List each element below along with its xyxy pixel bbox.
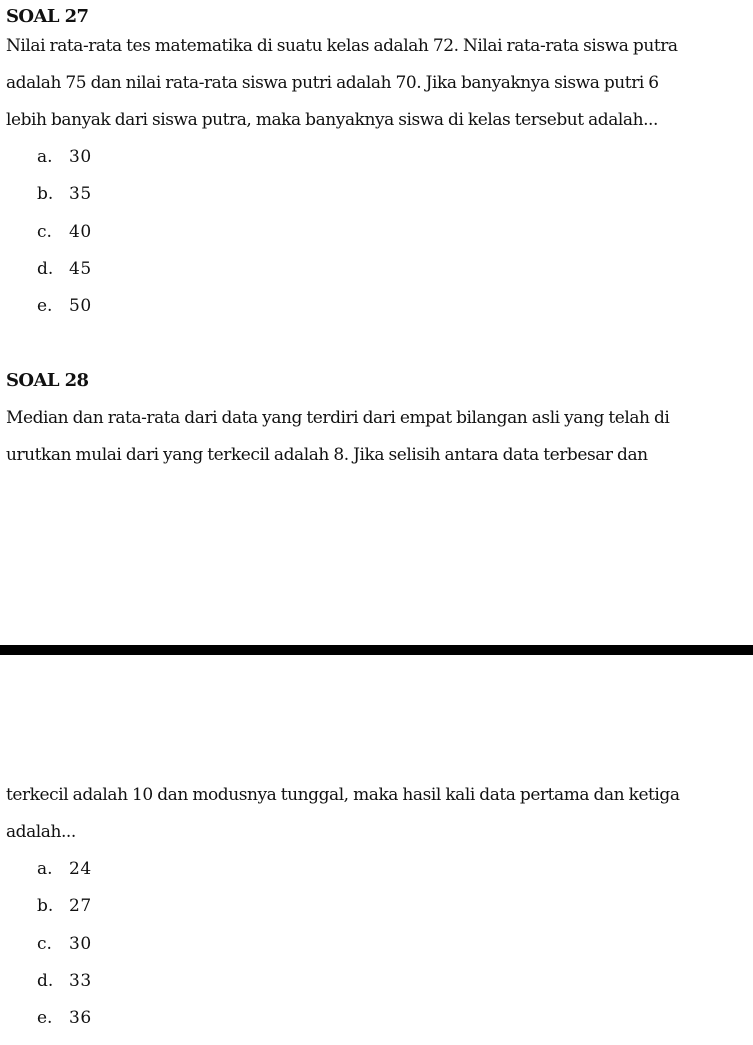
question-27-option-e [37,288,92,325]
question-28-text-line: adalah... [6,822,76,842]
question-28-text-part2 [6,777,751,851]
question-28-text-part1 [6,400,751,474]
option-letter: c. [37,221,52,242]
option-value: 45 [69,258,92,279]
question-27-text-line: Nilai rata-rata tes matematika di suatu kelas adalah 72. Nilai rata-rata siswa putra [6,36,678,56]
option-value: 27 [69,896,92,917]
question-28-title: SOAL 28 [6,370,89,391]
question-27-option-b [37,176,92,213]
question-27-text-line: lebih banyak dari siswa putra, maka banyaknya siswa di kelas tersebut adalah... [6,110,658,130]
page-break-divider [0,645,753,655]
question-27-option-c [37,214,92,251]
question-27-text-line: adalah 75 dan nilai rata-rata siswa putri adalah 70. Jika banyaknya siswa putri 6 [6,73,659,93]
option-value: 33 [69,970,92,991]
option-letter: a. [37,859,53,879]
question-28-option-e [37,1000,92,1037]
option-letter: b. [37,184,54,205]
question-28-text-line: urutkan mulai dari yang terkecil adalah 8. Jika selisih antara data terbesar dan [6,445,648,465]
question-27-options [37,139,92,325]
question-28-option-a [37,851,92,888]
question-28-text-line: terkecil adalah 10 dan modusnya tunggal, maka hasil kali data pertama dan ketiga [6,785,680,805]
option-letter: e. [37,1008,53,1029]
question-27-title: SOAL 27 [6,6,89,27]
option-letter: e. [37,296,53,317]
question-27-text [6,28,751,139]
question-28-text-line: Median dan rata-rata dari data yang terdiri dari empat bilangan asli yang telah di [6,408,670,428]
option-value: 35 [69,184,92,205]
question-28-option-c [37,926,92,963]
option-letter: d. [37,970,54,991]
option-value: 40 [69,221,92,242]
question-28-option-d [37,963,92,1000]
option-letter: c. [37,933,52,954]
option-value: 30 [69,147,92,167]
option-value: 50 [69,296,92,317]
option-letter: a. [37,147,53,167]
question-27-option-a [37,139,92,176]
question-27-option-d [37,251,92,288]
option-letter: d. [37,258,54,279]
option-value: 36 [69,1008,92,1029]
question-28-options [37,851,92,1037]
option-value: 30 [69,933,92,954]
option-letter: b. [37,896,54,917]
option-value: 24 [69,859,92,879]
question-28-option-b [37,888,92,925]
